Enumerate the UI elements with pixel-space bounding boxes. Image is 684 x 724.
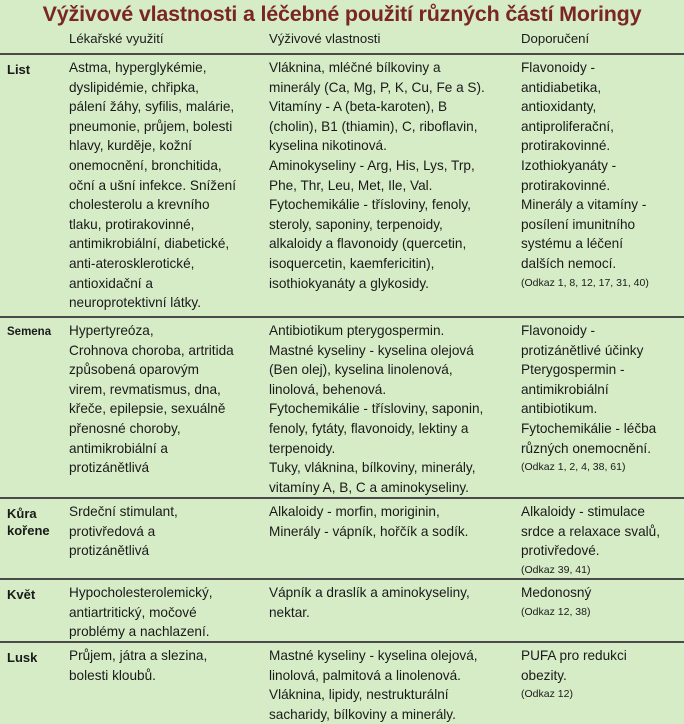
cell-medical (69, 58, 236, 313)
cell-line: Flavonoidy - (521, 60, 596, 75)
cell-line: tlaku, protirakovinné, (69, 216, 195, 232)
cell-line: Antibiotikum pterygospermin. (269, 323, 445, 338)
cell-line: různých onemocnění. (521, 440, 651, 456)
row-label (7, 324, 51, 341)
cell-line: Alkaloidy - morfin, moriginin, (269, 504, 440, 519)
cell-line: Mastné kyseliny - kyselina olejová (269, 342, 474, 358)
cell-medical (69, 502, 178, 561)
cell-line: nektar. (269, 604, 310, 620)
cell-recommendation (521, 502, 660, 580)
cell-line: terpenoidy. (269, 440, 336, 456)
cell-line: PUFA pro redukci (521, 648, 627, 663)
cell-line: protizánětlivé účinky (521, 342, 644, 358)
row-label-line: Kůra (7, 506, 37, 521)
cell-line: Phe, Thr, Leu, Met, Ile, Val. (269, 177, 433, 193)
cell-line: Tuky, vláknina, bílkoviny, minerály, (269, 460, 476, 476)
cell-line: protizánětlivá (69, 543, 150, 559)
cell-line: kyselina nikotinová. (269, 138, 387, 154)
cell-line: přenosné choroby, (69, 420, 181, 436)
cell-line: antioxidační a (69, 275, 153, 291)
cell-line: dyslipidémie, chřipka, (69, 79, 199, 95)
cell-line: posílení imunitního (521, 216, 636, 232)
cell-line: antimikrobiální, diabetické, (69, 236, 230, 252)
cell-line: Medonosný (521, 585, 592, 600)
cell-medical (69, 646, 207, 685)
reference-note: (Odkaz 39, 41) (521, 563, 591, 576)
cell-line: Mastné kyseliny - kyselina olejová, (269, 648, 478, 663)
cell-recommendation (521, 321, 656, 478)
cell-line: sacharidy, bílkoviny a minerály. (269, 706, 456, 722)
cell-line: protivředová a (69, 523, 156, 539)
cell-line: (Ben olej), kyselina linolenová, (269, 362, 453, 378)
cell-line: způsobená oparovým (69, 362, 199, 378)
cell-line: Průjem, játra a slezina, (69, 648, 208, 663)
cell-line: srdce a relaxace svalů, (521, 523, 661, 539)
cell-line: Fytochemikálie - léčba (521, 420, 657, 436)
cell-line: fenoly, fytáty, flavonoidy, lektiny a (269, 420, 469, 436)
cell-medical (69, 321, 234, 478)
cell-line: alkaloidy a flavonoidy (quercetin, (269, 236, 467, 252)
cell-line: Minerály a vitamíny - (521, 197, 647, 213)
cell-line: cholesterolu a krevního (69, 197, 210, 213)
row-label-line: kořene (7, 523, 50, 538)
table-rule (0, 316, 684, 318)
column-header-medical: Lékařské využití (69, 31, 164, 46)
cell-line: protizánětlivá (69, 460, 150, 476)
cell-nutrition (269, 646, 478, 724)
reference-note: (Odkaz 1, 2, 4, 38, 61) (521, 461, 626, 474)
row-label (7, 505, 50, 539)
cell-line: Pterygospermin - (521, 362, 625, 378)
page-title: Výživové vlastnosti a léčebné použití různých částí Moringy (42, 2, 642, 26)
cell-line: neuroprotektivní látky. (69, 295, 201, 311)
cell-nutrition (269, 583, 470, 622)
cell-line: Flavonoidy - (521, 323, 596, 338)
cell-line: antiartritický, močové (69, 604, 197, 620)
row-label (7, 586, 35, 603)
row-label-line: Semena (7, 326, 52, 338)
row-label (7, 61, 30, 78)
reference-note: (Odkaz 1, 8, 12, 17, 31, 40) (521, 276, 649, 289)
cell-line: isoquercetin, kaemfericitin), (269, 255, 435, 271)
cell-line: antibiotikum. (521, 401, 598, 417)
cell-line: Fytochemikálie - třísloviny, saponin, (269, 401, 484, 417)
row-label (7, 649, 37, 666)
cell-line: obezity. (521, 667, 567, 683)
cell-line: vitamíny A, B, C a aminokyseliny. (269, 479, 469, 495)
cell-line: Crohnova choroba, artritida (69, 342, 234, 358)
cell-line: Izothiokyanáty - (521, 157, 617, 173)
cell-line: systému a léčení (521, 236, 623, 252)
cell-line: Hypertyreóza, (69, 323, 154, 338)
cell-line: steroly, saponiny, terpenoidy, (269, 216, 443, 232)
row-label-line: List (7, 62, 31, 77)
cell-line: protivředové. (521, 543, 600, 559)
row-label-line: Lusk (7, 650, 38, 665)
cell-line: Vitamíny - A (beta-karoten), B (269, 99, 448, 115)
cell-line: oční a ušní infekce. Snížení (69, 177, 237, 193)
cell-medical (69, 583, 213, 642)
cell-nutrition (269, 321, 483, 497)
cell-line: linolová, behenová. (269, 381, 387, 397)
reference-note: (Odkaz 12, 38) (521, 605, 591, 618)
cell-line: dalších nemocí. (521, 255, 617, 271)
column-header-recommendation: Doporučení (521, 31, 590, 46)
cell-line: Aminokyseliny - Arg, His, Lys, Trp, (269, 157, 475, 173)
cell-line: problémy a nachlazení. (69, 624, 210, 640)
reference-note: (Odkaz 12) (521, 688, 573, 701)
cell-line: protirakovinné. (521, 177, 611, 193)
cell-line: Fytochemikálie - třísloviny, fenoly, (269, 197, 471, 213)
cell-line: virem, revmatismus, dna, (69, 381, 221, 397)
cell-line: bolesti kloubů. (69, 667, 156, 683)
cell-line: linolová, palmitová a linolenová. (269, 667, 461, 683)
cell-line: křeče, epilepsie, sexuálně (69, 401, 226, 417)
cell-line: Minerály - vápník, hořčík a sodík. (269, 523, 469, 539)
cell-line: minerály (Ca, Mg, P, K, Cu, Fe a S). (269, 79, 485, 95)
cell-line: Vláknina, mléčné bílkoviny a (269, 60, 441, 75)
cell-line: Hypocholesterolemický, (69, 585, 213, 600)
cell-line: anti-aterosklerotické, (69, 255, 195, 271)
cell-recommendation (521, 646, 627, 705)
cell-nutrition (269, 502, 468, 541)
cell-nutrition (269, 58, 485, 293)
cell-recommendation (521, 583, 591, 622)
column-header-nutrition: Výživové vlastnosti (269, 31, 381, 46)
cell-line: antioxidanty, (521, 99, 597, 115)
cell-line: pálení žáhy, syfilis, malárie, (69, 99, 235, 115)
row-label-line: Květ (7, 587, 36, 602)
cell-recommendation (521, 58, 649, 293)
cell-line: antimikrobiální (521, 381, 609, 397)
cell-line: Astma, hyperglykémie, (69, 60, 207, 75)
table-rule (0, 53, 684, 55)
cell-line: Vláknina, lipidy, nestrukturální (269, 687, 449, 703)
cell-line: Vápník a draslík a aminokyseliny, (269, 585, 470, 600)
cell-line: antimikrobiální a (69, 440, 168, 456)
cell-line: pneumonie, průjem, bolesti (69, 118, 233, 134)
cell-line: antiproliferační, (521, 118, 614, 134)
cell-line: Srdeční stimulant, (69, 504, 178, 519)
cell-line: antidiabetika, (521, 79, 602, 95)
cell-line: isothiokyanáty a glykosidy. (269, 275, 429, 291)
cell-line: onemocnění, bronchitida, (69, 157, 222, 173)
cell-line: protirakovinné. (521, 138, 611, 154)
cell-line: Alkaloidy - stimulace (521, 504, 645, 519)
cell-line: hlavy, kurděje, kožní (69, 138, 192, 154)
cell-line: (cholin), B1 (thiamin), C, riboflavin, (269, 118, 478, 134)
